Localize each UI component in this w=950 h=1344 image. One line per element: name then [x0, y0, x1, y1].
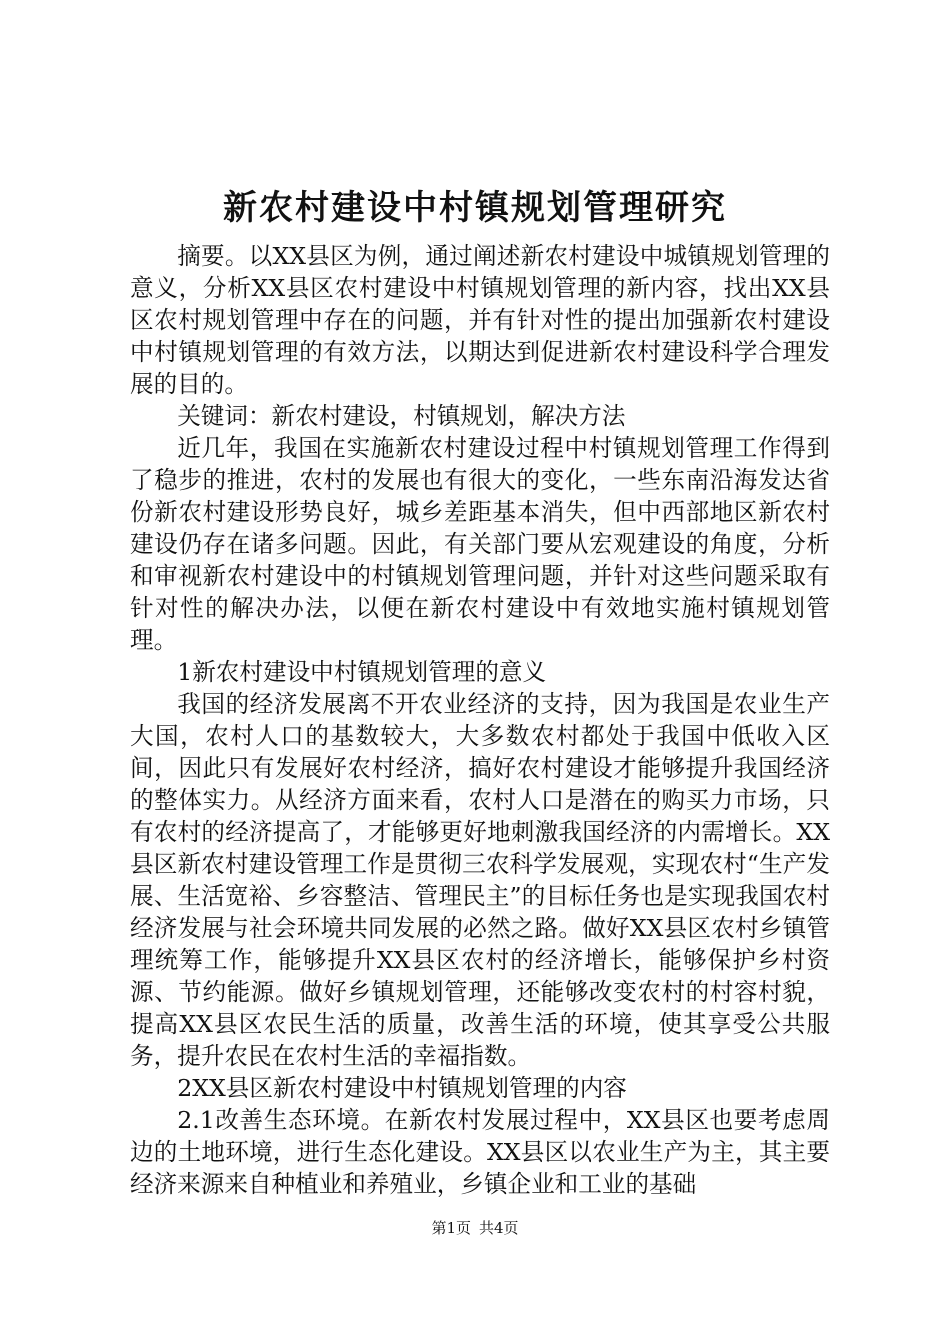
section-2-1-paragraph: 2.1改善生态环境。在新农村发展过程中，XX县区也要考虑周边的土地环境，进行生态化建设。XX县区以农业生产为主，其主要经济来源来自种植业和养殖业，乡镇企业和工业的基础	[130, 1106, 830, 1198]
document-body	[130, 240, 830, 1200]
page-total: 共4页	[479, 1219, 519, 1237]
section-heading-2: 2XX县区新农村建设中村镇规划管理的内容	[177, 1074, 627, 1102]
section-1-paragraph: 我国的经济发展离不开农业经济的支持，因为我国是农业生产大国，农村人口的基数较大，大多数农村都处于我国中低收入区间，因此只有发展好农村经济，搞好农村建设才能够提升我国经济的整体实力。从经济方面来看，农村人口是潜在的购买力市场，只有农村的经济提高了，才能够更好地刺激我国经济的内需增长。XX县区新农村建设管理工作是贯彻三农科学发展观，实现农村“生产发展、生活宽裕、乡容整洁、管理民主”的目标任务也是实现我国农村经济发展与社会环境共同发展的必然之路。做好XX县区农村乡镇管理统筹工作，能够提升XX县区农村的经济增长，能够保护乡村资源、节约能源。做好乡镇规划管理，还能够改变农村的村容村貌，提高XX县区农民生活的质量，改善生活的环境，使其享受公共服务，提升农民在农村生活的幸福指数。	[130, 690, 830, 1070]
keywords-paragraph: 关键词：新农村建设，村镇规划，解决方法	[177, 402, 626, 430]
page-footer	[0, 1218, 950, 1238]
intro-paragraph: 近几年，我国在实施新农村建设过程中村镇规划管理工作得到了稳步的推进，农村的发展也有很大的变化，一些东南沿海发达省份新农村建设形势良好，城乡差距基本消失，但中西部地区新农村建设仍存在诸多问题。因此，有关部门要从宏观建设的角度，分析和审视新农村建设中的村镇规划管理问题，并针对这些问题采取有针对性的解决办法，以便在新农村建设中有效地实施村镇规划管理。	[130, 434, 830, 654]
document-title: 新农村建设中村镇规划管理研究	[223, 188, 727, 228]
section-heading-1: 1新农村建设中村镇规划管理的意义	[177, 658, 547, 686]
page-number: 第1页	[431, 1219, 471, 1237]
abstract-paragraph: 摘要。以XX县区为例，通过阐述新农村建设中城镇规划管理的意义，分析XX县区农村建设中村镇规划管理的新内容，找出XX县区农村规划管理中存在的问题，并有针对性的提出加强新农村建设中村镇规划管理的有效方法，以期达到促进新农村建设科学合理发展的目的。	[130, 242, 830, 398]
